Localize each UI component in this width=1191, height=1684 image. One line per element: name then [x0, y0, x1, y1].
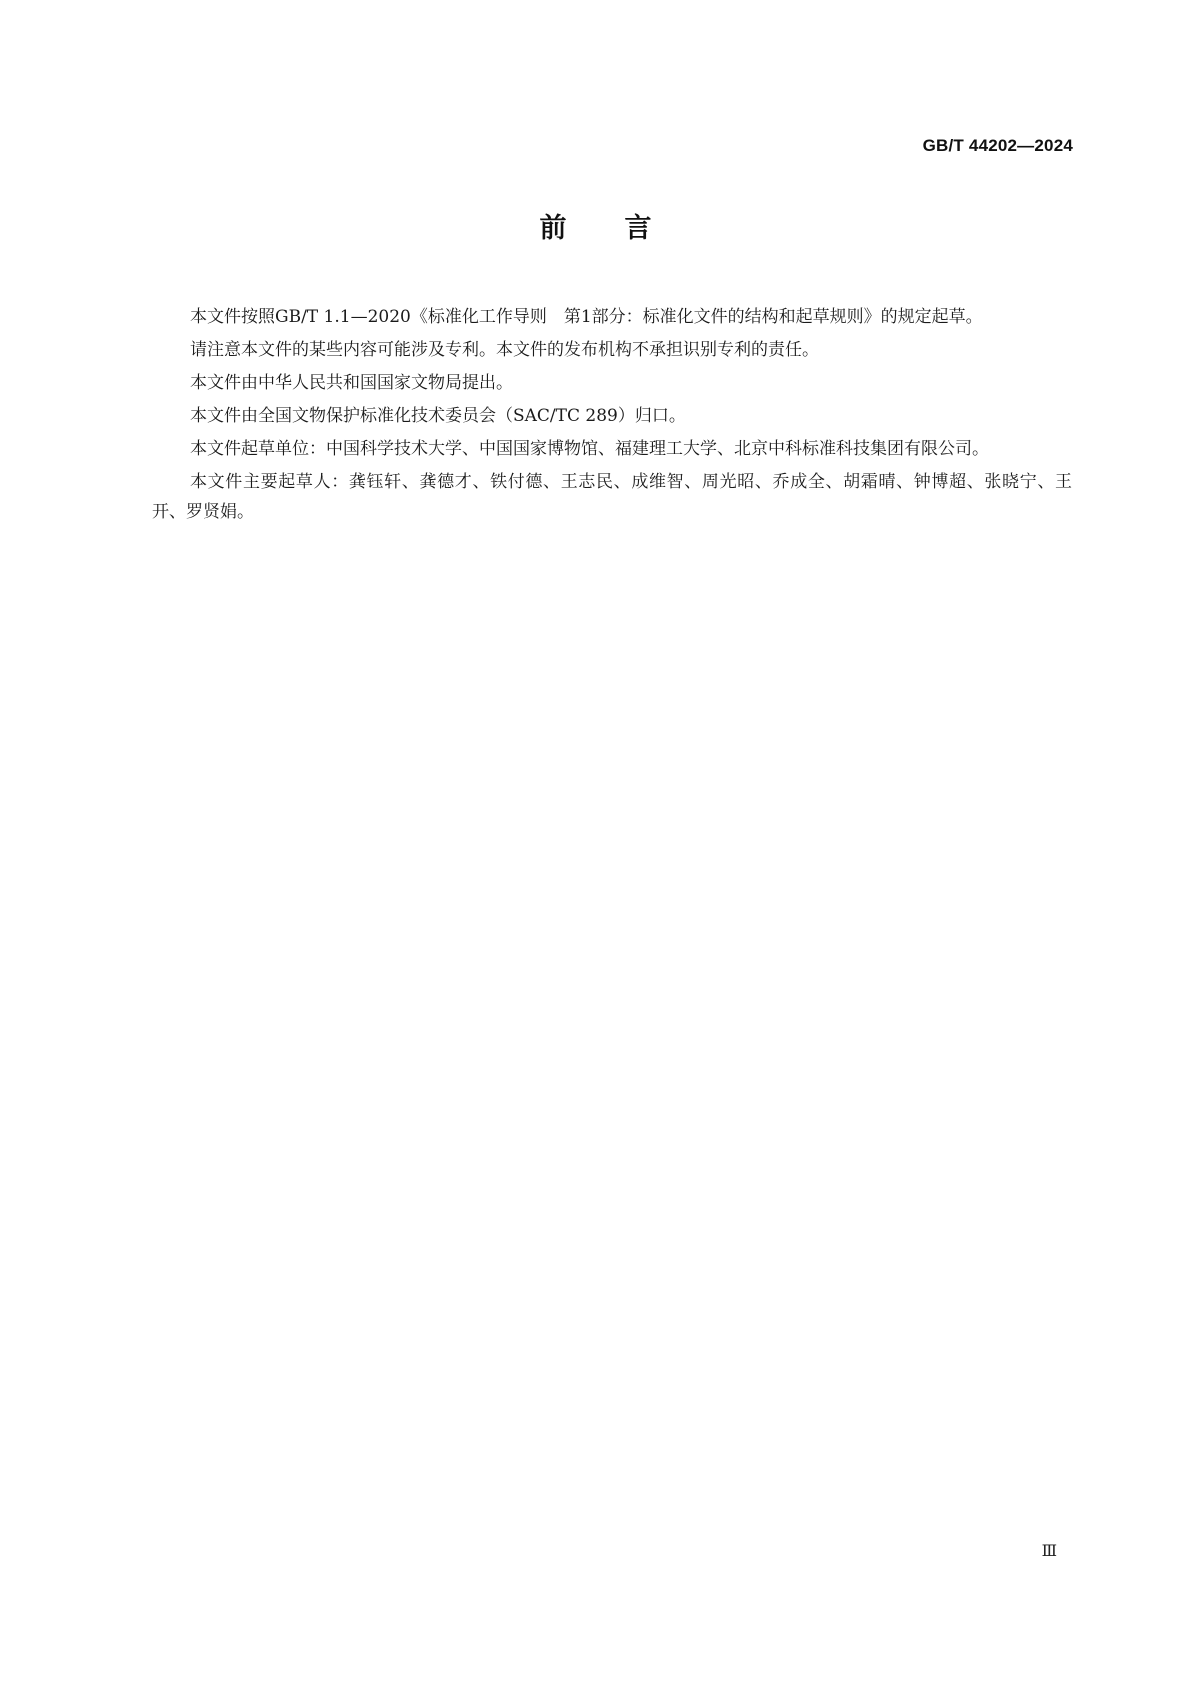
paragraph-drafting-rules: 本文件按照GB/T 1.1—2020《标准化工作导则 第1部分：标准化文件的结构和起草规则》的规定起草。 — [190, 307, 983, 327]
paragraph-drafters: 本文件主要起草人：龚钰轩、龚德才、铁付德、王志民、成维智、周光昭、乔成全、胡霜晴、钟博超、张晓宁、王开、罗贤娟。 — [152, 472, 1072, 522]
foreword-body — [152, 302, 1072, 530]
page-number: Ⅲ — [1041, 1541, 1057, 1560]
paragraph-proposer: 本文件由中华人民共和国国家文物局提出。 — [190, 373, 513, 393]
paragraph-technical-committee: 本文件由全国文物保护标准化技术委员会（SAC/TC 289）归口。 — [190, 406, 686, 426]
page-title: 前言 — [539, 213, 710, 244]
paragraph-drafting-units: 本文件起草单位：中国科学技术大学、中国国家博物馆、福建理工大学、北京中科标准科技集团有限公司。 — [190, 439, 989, 459]
standard-number: GB/T 44202—2024 — [922, 136, 1073, 155]
paragraph-patent-notice: 请注意本文件的某些内容可能涉及专利。本文件的发布机构不承担识别专利的责任。 — [190, 340, 819, 360]
